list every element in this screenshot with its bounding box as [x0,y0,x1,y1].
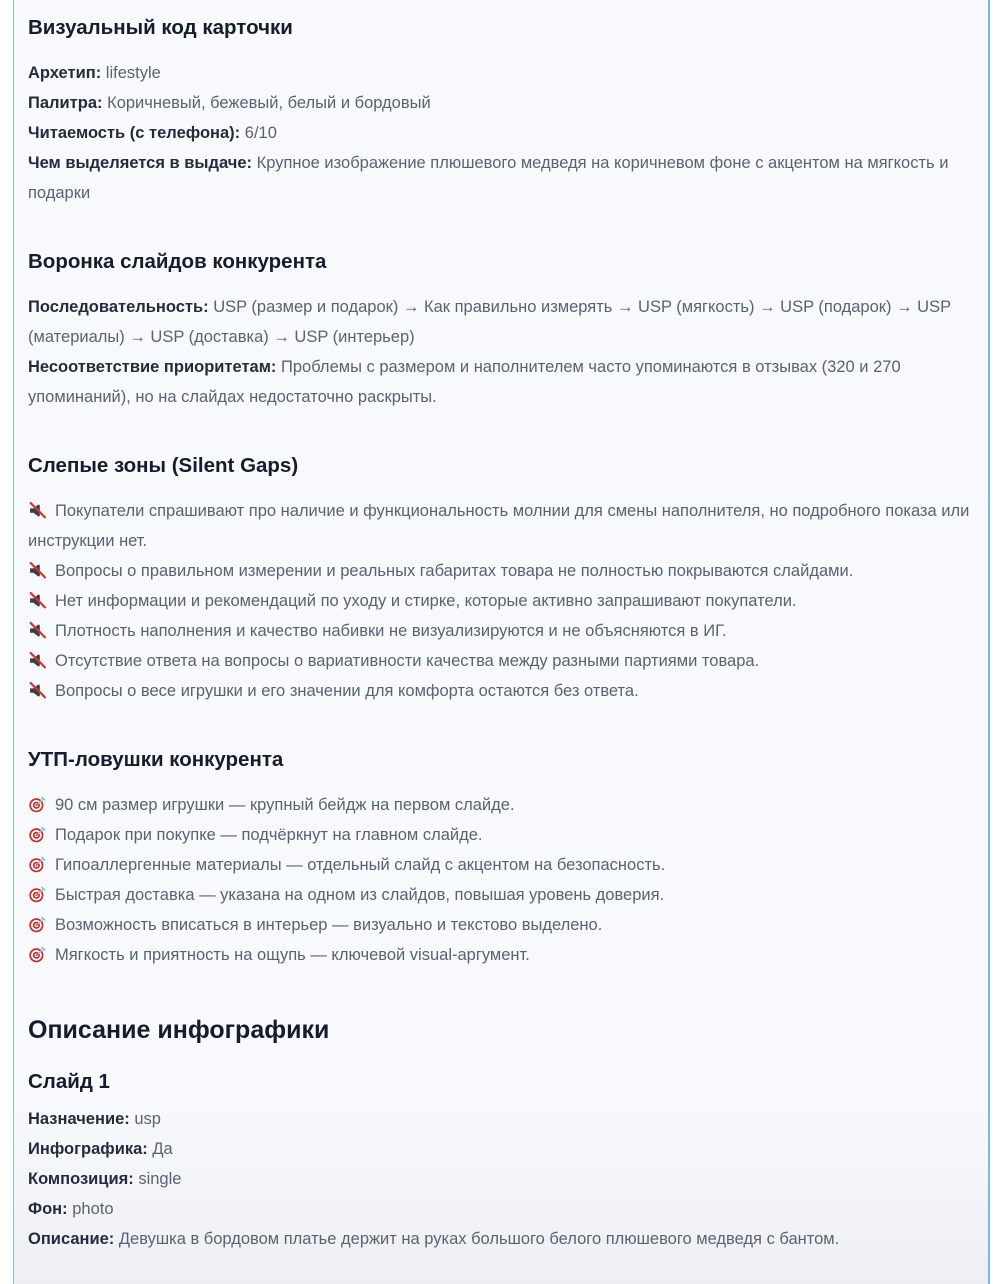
field-label: Фон: [28,1200,68,1218]
field-readability [28,118,973,148]
field-label: Несоответствие приоритетам: [28,358,277,376]
section-title-silent-gaps: Слепые зоны (Silent Gaps) [28,454,299,477]
dart-target-icon [28,915,47,934]
field-value: Проблемы с размером и наполнителем часто упоминаются в отзывах (320 и 270 упоминаний), но на слайдах недостаточно раскрыты. [28,358,901,406]
usp-hook-item [28,820,973,850]
section-title-visual-code: Визуальный код карточки [28,16,293,39]
field-label: Палитра: [28,94,103,112]
field-value: USP (размер и подарок) → Как правильно измерять → USP (мягкость) → USP (подарок) → USP (материалы) → USP (доставка) → USP (интерьер) [28,298,951,346]
list-item-text: Плотность наполнения и качество набивки не визуализируются и не объясняются в ИГ. [55,622,727,640]
section-title-usp-hooks: УТП-ловушки конкурента [28,748,284,771]
section-usp-hooks [28,746,973,970]
silent-gap-item [28,496,973,556]
field-sequence [28,292,973,352]
field-composition [28,1164,973,1194]
section-visual-code [28,14,973,208]
usp-hook-item [28,910,973,940]
field-value: Коричневый, бежевый, белый и бордовый [107,94,431,112]
list-item-text: Гипоаллергенные материалы — отдельный слайд с акцентом на безопасность. [55,856,666,874]
section-infographic-description [28,1014,973,1254]
field-value: Девушка в бордовом платье держит на руках большого белого плюшевого медведя с бантом. [118,1230,840,1248]
field-value: Да [152,1140,173,1158]
silent-gap-item [28,616,973,646]
field-value: lifestyle [105,64,161,82]
muted-speaker-icon [28,591,47,610]
field-label: Чем выделяется в выдаче: [28,154,252,172]
section-slide-funnel [28,248,973,412]
field-label: Назначение: [28,1110,130,1128]
list-item-text: Быстрая доставка — указана на одном из слайдов, повышая уровень доверия. [55,886,665,904]
silent-gap-item [28,676,973,706]
field-label: Инфографика: [28,1140,148,1158]
field-value: usp [134,1110,161,1128]
silent-gap-item [28,586,973,616]
list-item-text: Мягкость и приятность на ощупь — ключевой visual-аргумент. [55,946,530,964]
field-label: Читаемость (с телефона): [28,124,241,142]
section-title-slide-funnel: Воронка слайдов конкурента [28,250,327,273]
field-value: single [138,1170,182,1188]
usp-hook-item [28,940,973,970]
field-archetype [28,58,973,88]
field-value: 6/10 [244,124,277,142]
dart-target-icon [28,825,47,844]
field-value: Крупное изображение плюшевого медведя на коричневом фоне с акцентом на мягкость и подарки [28,154,949,202]
dart-target-icon [28,855,47,874]
field-priority-mismatch [28,352,973,412]
dart-target-icon [28,885,47,904]
report-editor-panel[interactable] [13,0,990,1284]
field-description [28,1224,973,1254]
list-item-text: Подарок при покупке — подчёркнут на главном слайде. [55,826,483,844]
field-label: Последовательность: [28,298,209,316]
muted-speaker-icon [28,651,47,670]
field-infographic-flag [28,1134,973,1164]
list-item-text: Возможность вписаться в интерьер — визуально и текстово выделено. [55,916,603,934]
field-value: photo [72,1200,114,1218]
muted-speaker-icon [28,681,47,700]
field-palette [28,88,973,118]
field-purpose [28,1104,973,1134]
dart-target-icon [28,795,47,814]
muted-speaker-icon [28,501,47,520]
list-item-text: Нет информации и рекомендаций по уходу и стирке, которые активно запрашивают покупатели. [55,592,797,610]
usp-hook-item [28,880,973,910]
silent-gap-item [28,646,973,676]
usp-hook-item [28,790,973,820]
list-item-text: Покупатели спрашивают про наличие и функциональность молнии для смены наполнителя, но подробного показа или инструкции нет. [28,502,970,550]
list-item-text: Вопросы о правильном измерении и реальных габаритах товара не полностью покрываются слайдами. [55,562,854,580]
silent-gap-item [28,556,973,586]
section-silent-gaps [28,452,973,706]
field-label: Композиция: [28,1170,134,1188]
muted-speaker-icon [28,561,47,580]
field-label: Описание: [28,1230,115,1248]
list-item-text: 90 см размер игрушки — крупный бейдж на первом слайде. [55,796,515,814]
field-standout [28,148,973,208]
field-background [28,1194,973,1224]
usp-hook-item [28,850,973,880]
dart-target-icon [28,945,47,964]
muted-speaker-icon [28,621,47,640]
slide-1-title: Слайд 1 [28,1070,110,1093]
section-title-infographic: Описание инфографики [28,1016,330,1044]
list-item-text: Вопросы о весе игрушки и его значении для комфорта остаются без ответа. [55,682,639,700]
list-item-text: Отсутствие ответа на вопросы о вариативности качества между разными партиями товара. [55,652,760,670]
field-label: Архетип: [28,64,102,82]
